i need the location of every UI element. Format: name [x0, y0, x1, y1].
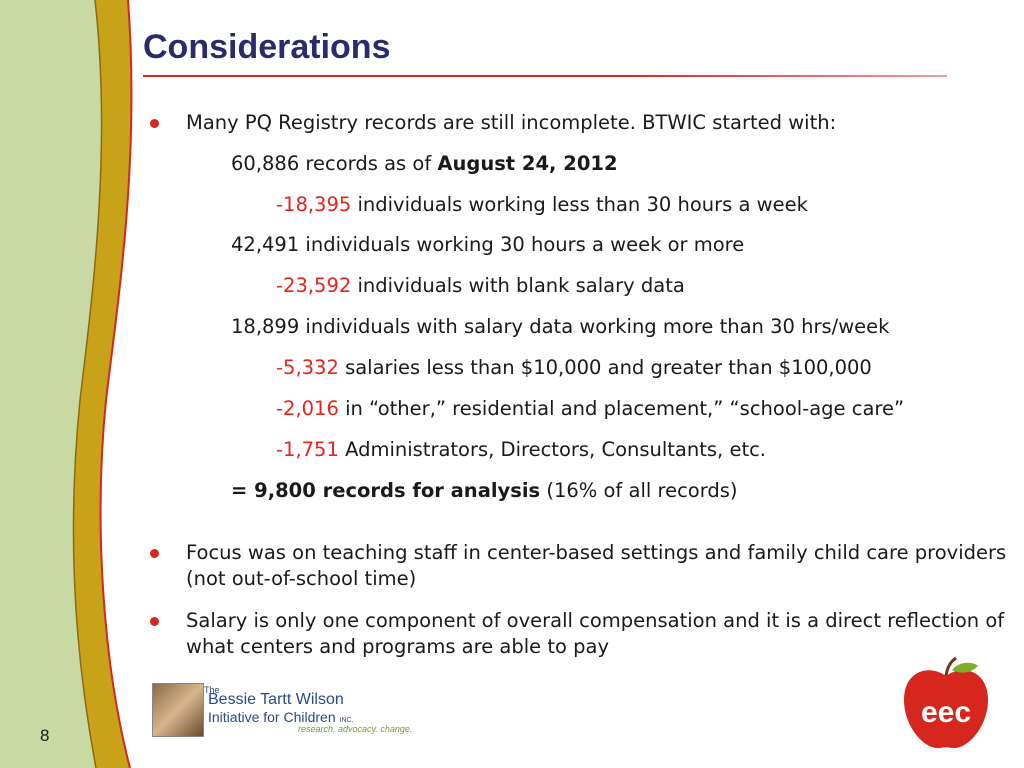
sub-item-text: individuals with blank salary data: [351, 274, 685, 297]
sub-item-text: salaries less than $10,000 and greater than $100,000: [338, 356, 872, 379]
sub-item-text: Administrators, Directors, Consultants, etc.: [338, 438, 767, 461]
bullet-dot: [150, 617, 159, 626]
bullet-text: Salary is only one component of overall compensation and it is a direct reflection of what centers and programs are able to pay: [186, 609, 1005, 658]
bullet-dot: [150, 549, 159, 558]
sub-item: [276, 437, 766, 463]
sub-item: [276, 273, 685, 299]
sub-item-count: -2,016: [276, 397, 339, 420]
total-records: = 9,800 records for analysis: [231, 479, 541, 502]
sub-item: [276, 192, 808, 218]
logo-inc: INC.: [339, 717, 354, 724]
logo-subtitle: [208, 709, 354, 725]
sub-item: [276, 396, 904, 422]
total-percent: (16% of all records): [540, 479, 738, 502]
logo-subtitle-text: Initiative for Children: [208, 709, 336, 725]
logo-the: The: [204, 685, 220, 695]
sub-item-total: [231, 478, 738, 504]
sub-item: [231, 314, 889, 340]
sub-item-date: August 24, 2012: [437, 152, 618, 175]
bullet-dot: [150, 119, 159, 128]
title-underline: [143, 75, 947, 77]
sub-item: [231, 151, 618, 177]
page-number: 8: [40, 726, 50, 745]
bullet-text: Many PQ Registry records are still incomplete. BTWIC started with:: [186, 111, 837, 134]
sub-item-text: individuals working less than 30 hours a week: [351, 193, 808, 216]
sub-item-text: 18,899 individuals with salary data working more than 30 hrs/week: [231, 315, 890, 338]
eec-logo-text: eec: [920, 696, 972, 729]
sub-item-count: -23,592: [276, 274, 352, 297]
hands-photo-icon: [152, 683, 204, 737]
logo-tagline: research. advocacy. change.: [298, 724, 413, 734]
bullet-text: Focus was on teaching staff in center-based settings and family child care providers (not out-of-school time): [186, 541, 1007, 590]
sub-item: [276, 355, 872, 381]
sub-item-count: -5,332: [276, 356, 339, 379]
sub-item-text: 60,886 records as of: [231, 152, 438, 175]
logo-name: Bessie Tartt Wilson: [208, 691, 344, 708]
apple-icon: [900, 656, 992, 752]
sub-item-count: -1,751: [276, 438, 339, 461]
btw-logo: [152, 683, 432, 739]
sub-item-text: in “other,” residential and placement,” “school-age care”: [338, 397, 905, 420]
sub-item: [231, 232, 744, 258]
side-decoration: [0, 0, 140, 768]
sub-item-text: 42,491 individuals working 30 hours a week or more: [231, 233, 745, 256]
sub-item-count: -18,395: [276, 193, 352, 216]
slide-title: Considerations: [143, 28, 391, 66]
